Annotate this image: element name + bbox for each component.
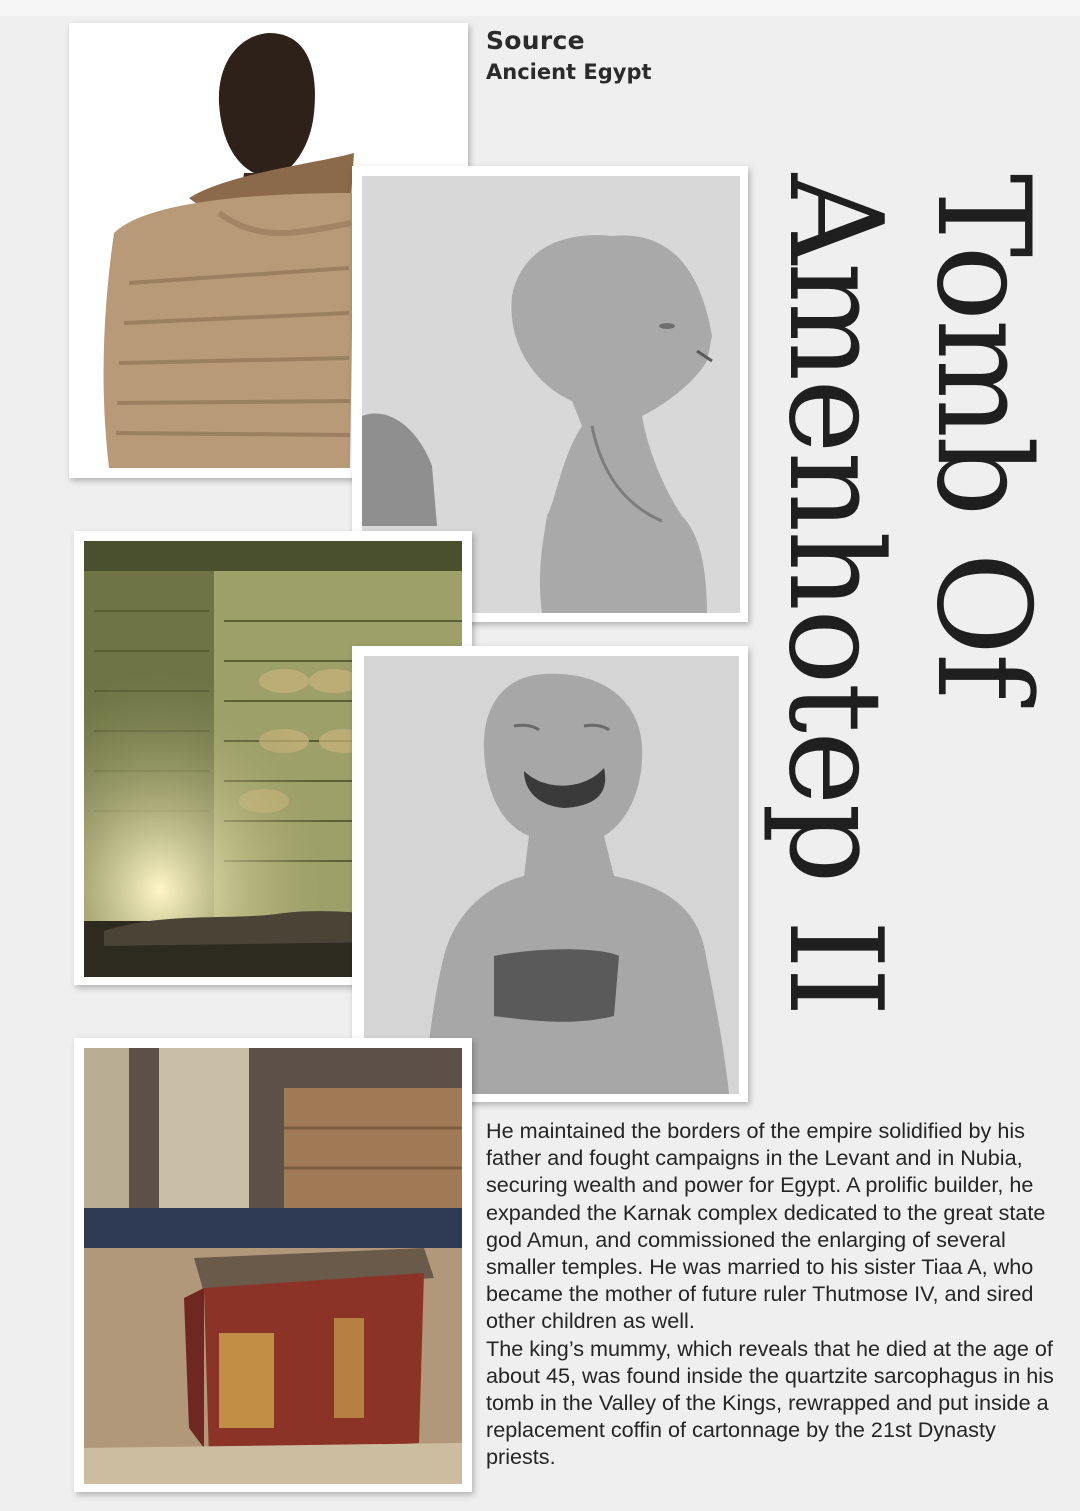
title-line-2: Amenhotep II [760,173,909,1015]
source-label: Source [486,26,585,55]
body-paragraph-1: He maintained the borders of the empire solidified by his father and fought campaigns in the Levant and in Nubia, securing wealth and power for Egypt. A prolific builder, he expanded the Karnak complex dedicated to the great state god Amun, and commissioned the enlarging of several smaller temples. He was married to his sister Tiaa A, who became the mother of future ruler Thutmose IV, and sired other children as well. [486,1118,1046,1334]
photo-sarcophagus [84,1048,462,1484]
photo-frame-sarcophagus [74,1038,472,1492]
article-body [486,1117,1071,1471]
photo-mummy-frontal [364,656,739,1094]
photo-frame-mummy-frontal [352,646,748,1102]
source-name: Ancient Egypt [486,60,652,84]
page-title [760,174,1056,1015]
top-band [0,0,1080,16]
body-paragraph-2: The king’s mummy, which reveals that he died at the age of about 45, was found inside the quartzite sarcophagus in his tomb in the Valley of the Kings, rewrapped and put inside a replacement coffin of cartonnage by the 21st Dynasty priests. [486,1335,1054,1470]
title-line-1: Tomb Of [908,173,1057,698]
